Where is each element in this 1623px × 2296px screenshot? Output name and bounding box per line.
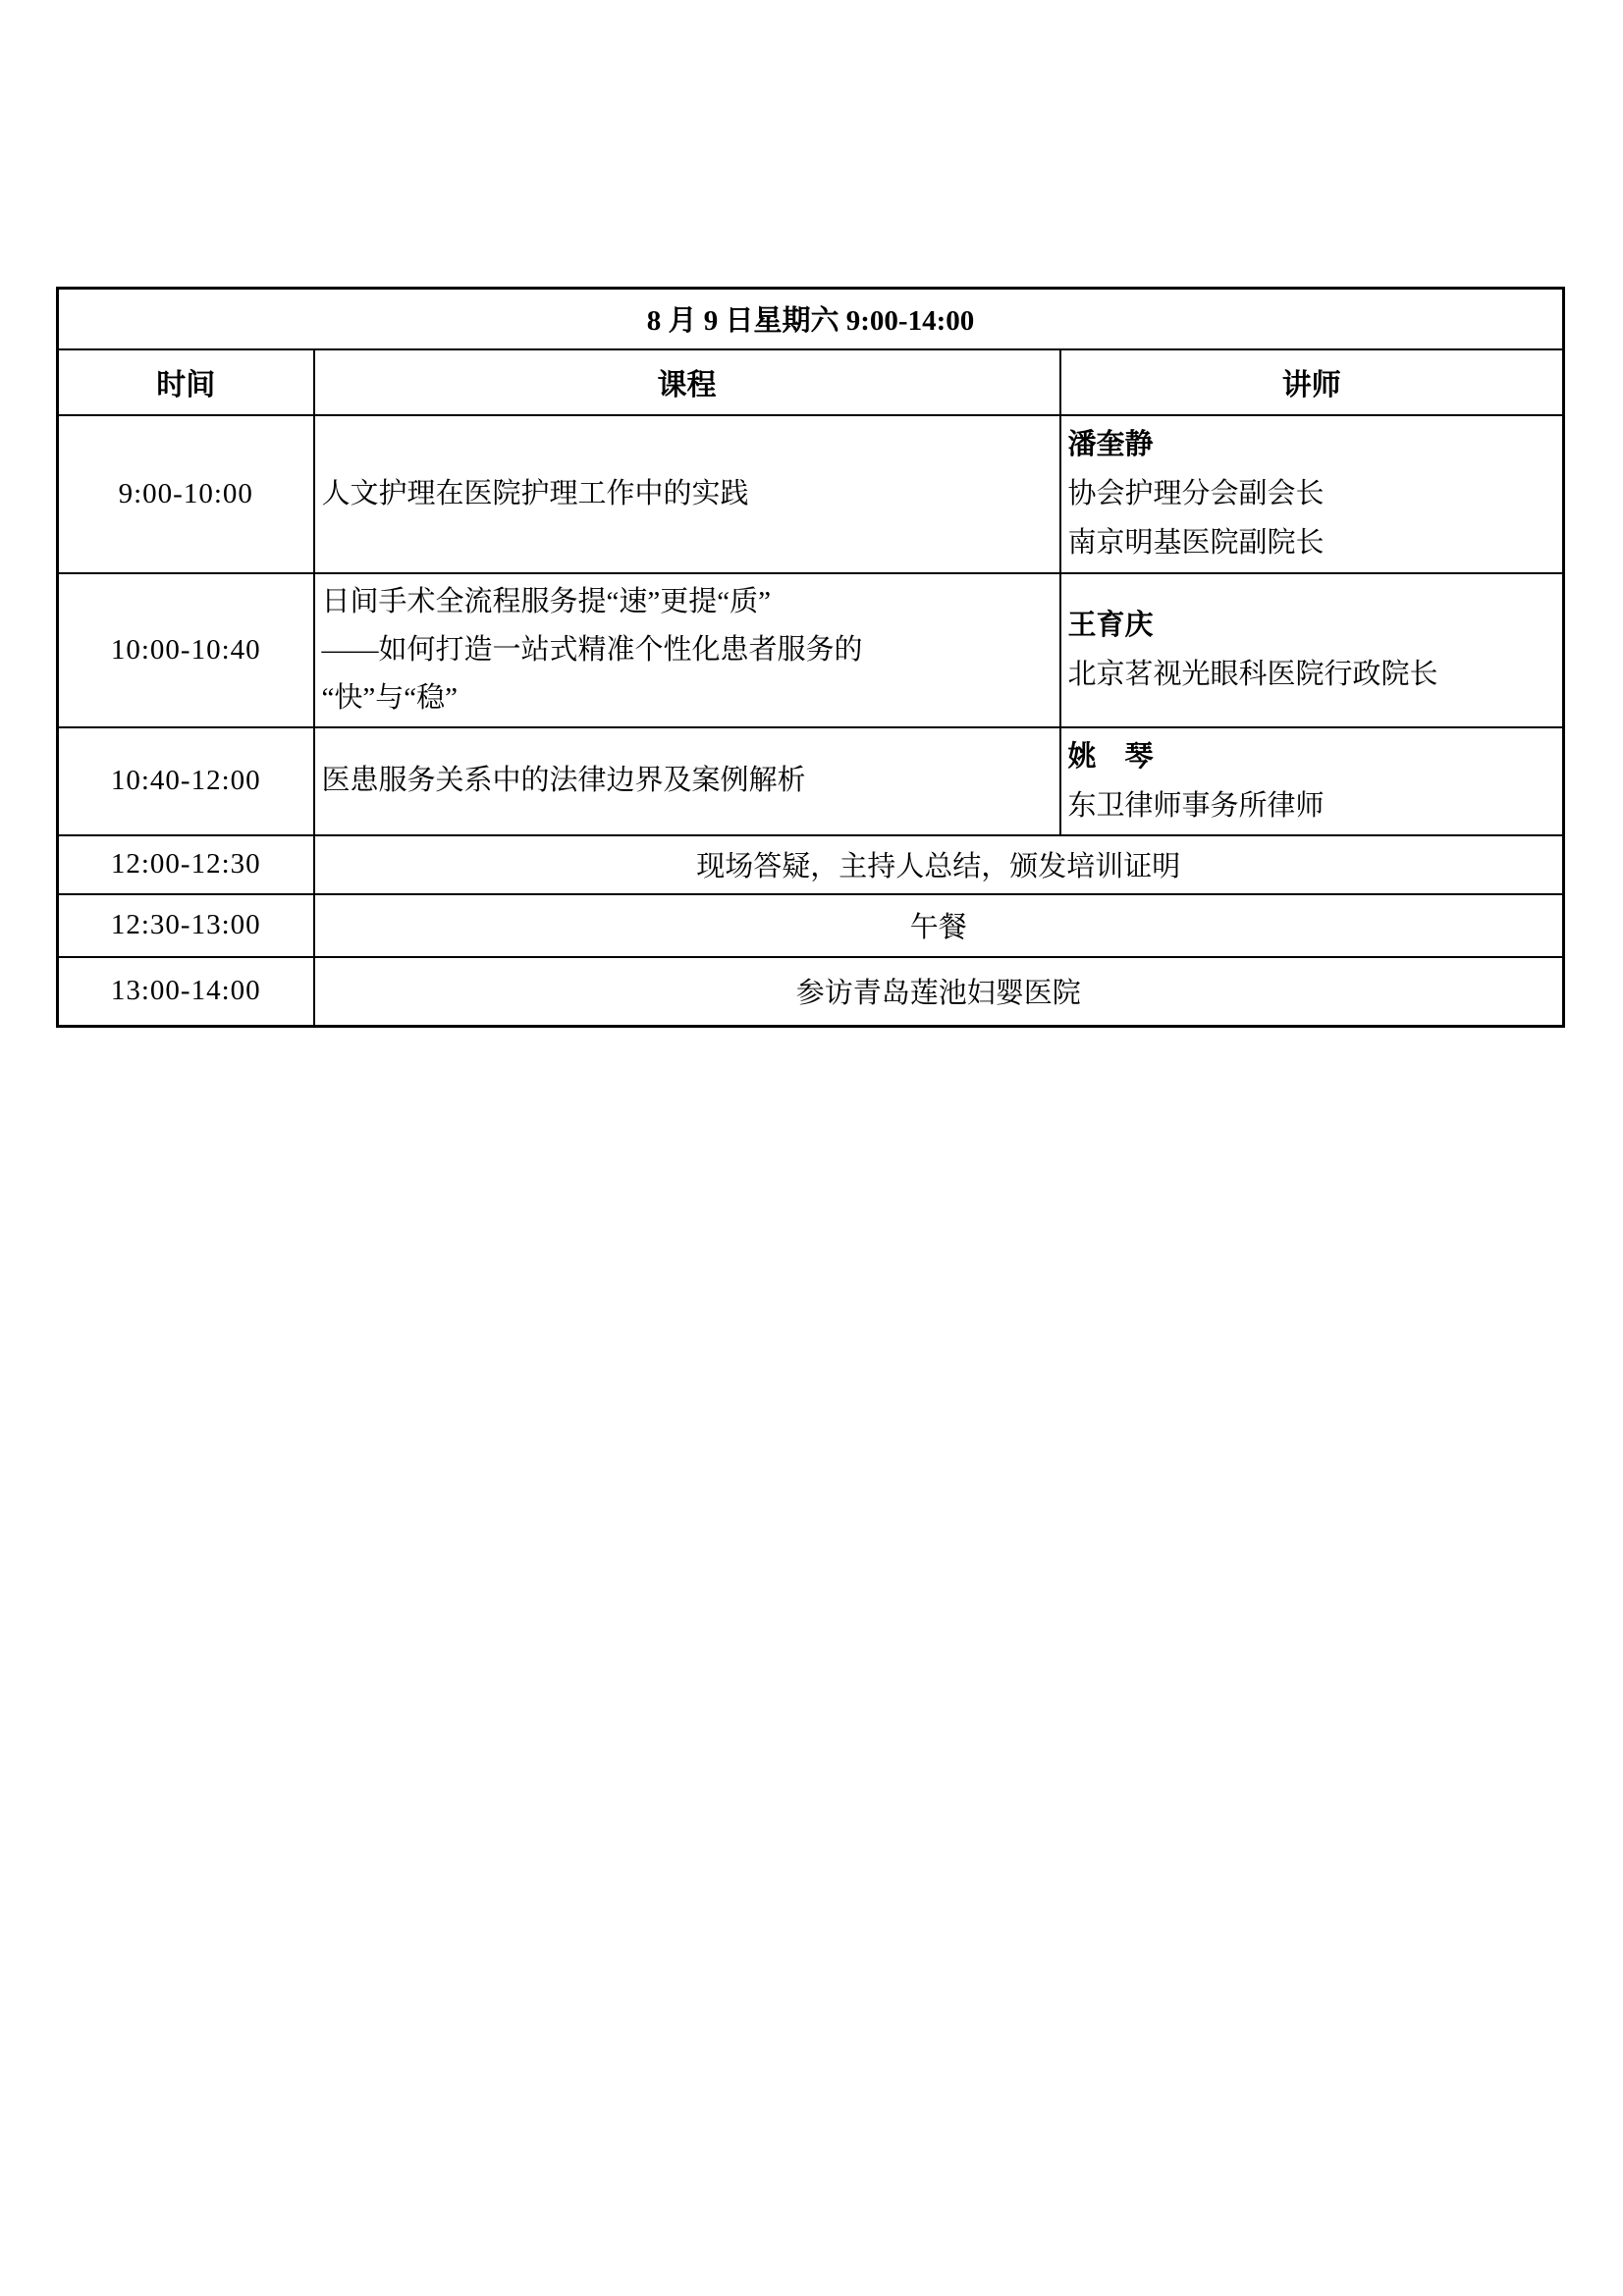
course-line: 医患服务关系中的法律边界及案例解析 [321,765,806,796]
time-cell: 10:40-12:00 [58,727,314,835]
lecturer-cell [1060,727,1564,835]
table-title: 8 月 9 日星期六 9:00-14:00 [58,289,1564,349]
course-line: 人文护理在医院护理工作中的实践 [321,477,749,509]
course-line: 日间手术全流程服务提“速”更提“质” [321,585,771,617]
time-cell: 13:00-14:00 [58,957,314,1027]
merged-activity-cell: 午餐 [314,894,1564,957]
time-cell: 9:00-10:00 [58,415,314,573]
table-header-row [58,349,1564,415]
lecturer-cell [1060,415,1564,573]
course-line: ——如何打造一站式精准个性化患者服务的 [321,633,863,666]
table-row [58,415,1564,573]
lecturer-name: 潘奎静 [1067,429,1154,460]
course-line: “快”与“稳” [321,681,458,714]
table-title-row [58,289,1564,349]
lecturer-name: 王育庆 [1067,610,1154,641]
header-course: 课程 [314,349,1060,415]
course-cell [314,415,1060,573]
course-cell [314,727,1060,835]
document-page [56,287,1565,1028]
table-row [58,727,1564,835]
course-cell [314,573,1060,727]
merged-activity-cell: 现场答疑，主持人总结，颁发培训证明 [314,835,1564,894]
header-lecturer: 讲师 [1060,349,1564,415]
schedule-table [56,287,1565,1028]
lecturer-cell [1060,573,1564,727]
time-cell: 12:30-13:00 [58,894,314,957]
table-row [58,957,1564,1027]
table-row [58,573,1564,727]
header-time: 时间 [58,349,314,415]
lecturer-title: 南京明基医院副院长 [1067,527,1325,559]
lecturer-title: 东卫律师事务所律师 [1067,789,1325,822]
table-row [58,835,1564,894]
lecturer-title: 北京茗视光眼科医院行政院长 [1067,659,1438,690]
time-cell: 12:00-12:30 [58,835,314,894]
lecturer-title: 协会护理分会副会长 [1067,478,1325,509]
time-cell: 10:00-10:40 [58,573,314,727]
table-row [58,894,1564,957]
lecturer-name: 姚 琴 [1067,740,1154,773]
merged-activity-cell: 参访青岛莲池妇婴医院 [314,957,1564,1027]
